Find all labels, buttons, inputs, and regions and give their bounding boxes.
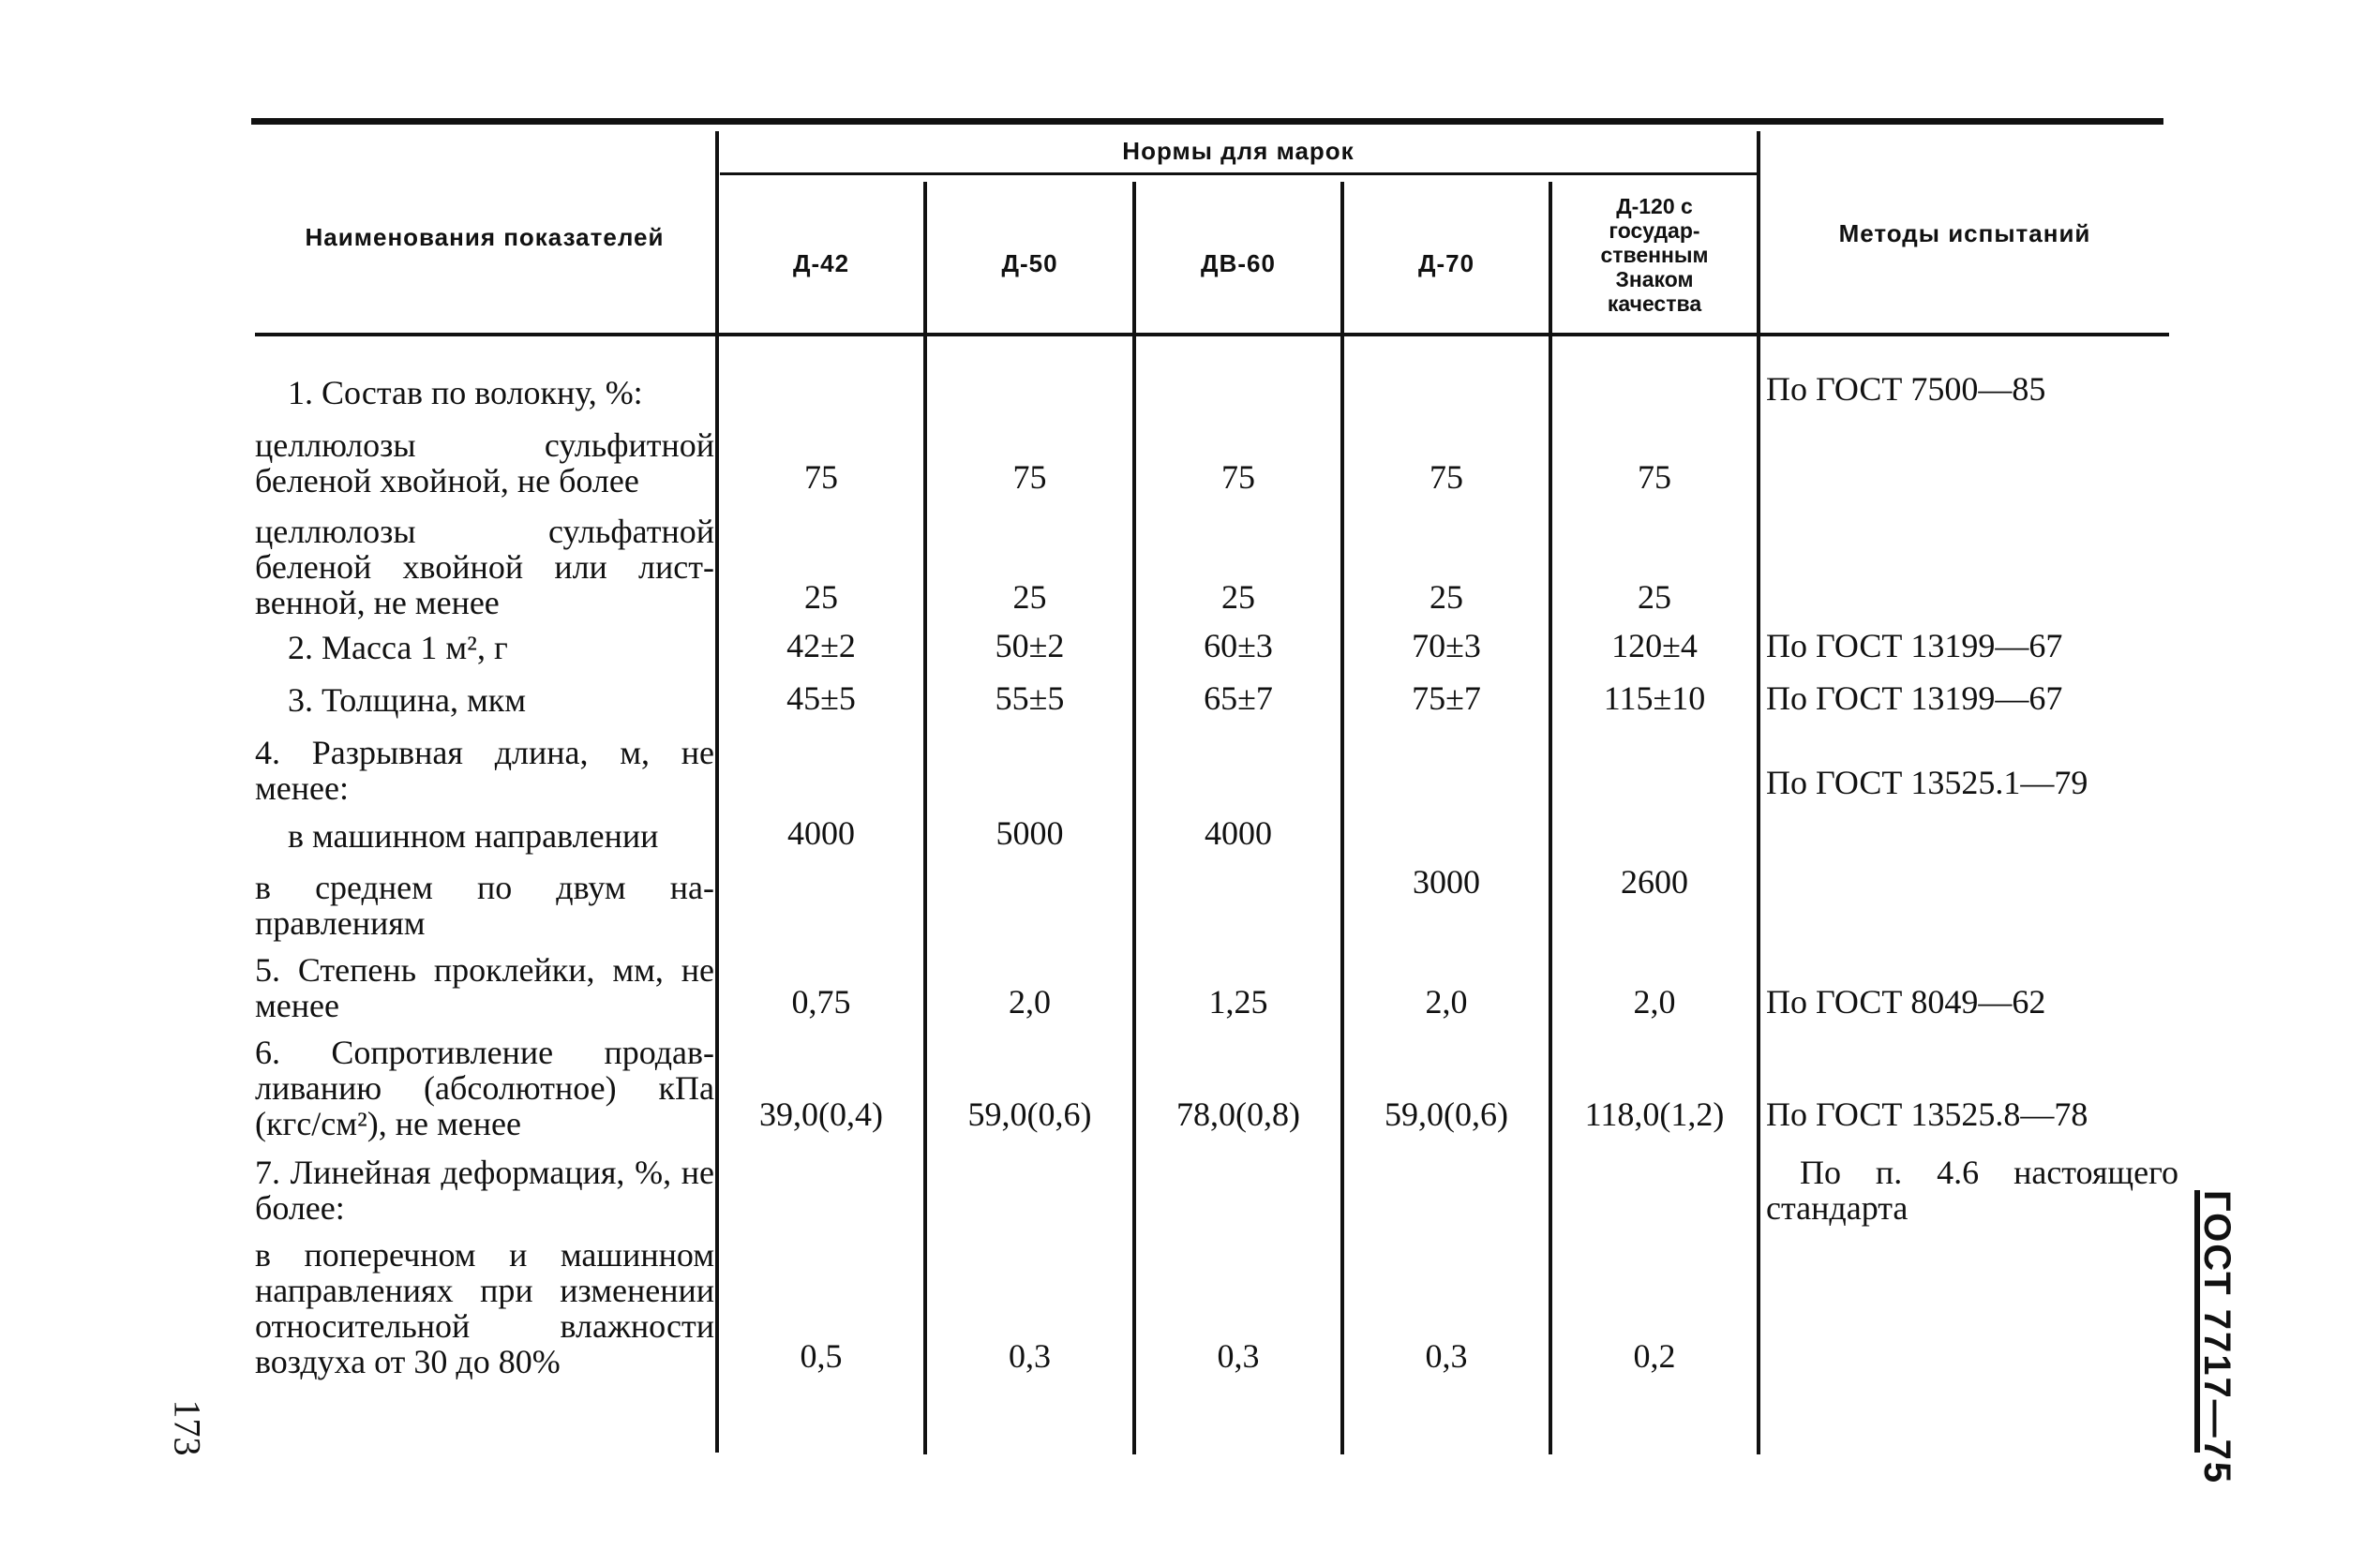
row-label-sulfate-cellulose: целлюлозы сульфатной беленой хвойной или лист-венной, не менее: [255, 513, 714, 621]
cell-value: 25: [1429, 578, 1463, 616]
cell-value: 2,0: [1633, 983, 1676, 1021]
cell-value: 78,0(0,8): [1176, 1095, 1300, 1133]
header-grade-dv60: ДВ-60: [1201, 249, 1276, 277]
cell-value: 75: [1638, 458, 1671, 496]
method-gost-8049: По ГОСТ 8049—62: [1766, 983, 2046, 1021]
side-title: ГОСТ 7717—75: [2196, 1190, 2238, 1485]
header-grade-d42: Д-42: [792, 249, 850, 277]
header-methods-col: Методы испытаний: [1838, 219, 2091, 247]
method-gost-13199-mass: По ГОСТ 13199—67: [1766, 627, 2063, 664]
row-label-fiber-composition: 1. Состав по волокну, %:: [288, 374, 643, 411]
header-grade-d120: Д-120 с государ-ственным Знаком качества: [1600, 194, 1709, 316]
cell-value: 25: [804, 578, 838, 616]
row-label-thickness: 3. Толщина, мкм: [288, 681, 527, 719]
header-indicator-col: Наименования показателей: [305, 223, 665, 251]
col-divider-5: [1549, 182, 1552, 1454]
header-grade-d70: Д-70: [1417, 249, 1475, 277]
method-section-4-6: По п. 4.6 настоящего стандарта: [1766, 1154, 2178, 1227]
col-divider-6: [1757, 131, 1760, 1454]
cell-value: 0,5: [800, 1337, 843, 1375]
method-gost-7500: По ГОСТ 7500—85: [1766, 370, 2046, 408]
method-gost-13199-thickness: По ГОСТ 13199—67: [1766, 679, 2063, 717]
cell-value: 5000: [995, 814, 1064, 852]
cell-value: 115±10: [1603, 679, 1706, 717]
cell-value: 25: [1221, 578, 1255, 616]
cell-value: 42±2: [786, 627, 856, 664]
cell-value: 4000: [787, 814, 855, 852]
cell-value: 0,3: [1425, 1337, 1468, 1375]
cell-value: 2600: [1621, 863, 1688, 901]
row-label-burst-resistance: 6. Сопротивление продав-ливанию (абсолютное) кПа (кгс/см²), не менее: [255, 1034, 714, 1142]
cell-value: 0,75: [791, 983, 851, 1021]
row-label-mass: 2. Масса 1 м², г: [288, 629, 508, 666]
cell-value: 118,0(1,2): [1584, 1095, 1725, 1133]
cell-value: 1,25: [1208, 983, 1268, 1021]
cell-value: 75: [804, 458, 838, 496]
cell-value: 75: [1012, 458, 1047, 496]
cell-value: 4000: [1205, 814, 1272, 852]
norms-group-rule: [720, 172, 1757, 175]
header-norms-group: Нормы для марок: [1122, 137, 1355, 165]
method-gost-13525-8: По ГОСТ 13525.8—78: [1766, 1095, 2088, 1133]
cell-value: 60±3: [1204, 627, 1273, 664]
cell-value: 2,0: [1009, 983, 1051, 1021]
cell-value: 120±4: [1611, 627, 1698, 664]
cell-value: 75±7: [1412, 679, 1481, 717]
cell-value: 45±5: [786, 679, 856, 717]
row-label-sulfite-cellulose: целлюлозы сульфитной беленой хвойной, не более: [255, 426, 714, 499]
cell-value: 0,3: [1217, 1337, 1260, 1375]
cell-value: 59,0(0,6): [967, 1095, 1092, 1133]
cell-value: 65±7: [1204, 679, 1273, 717]
cell-value: 59,0(0,6): [1385, 1095, 1508, 1133]
cell-value: 50±2: [995, 627, 1065, 664]
cell-value: 55±5: [995, 679, 1065, 717]
row-label-average-directions: в среднем по двум на-правлениям: [255, 869, 714, 942]
cell-value: 25: [1012, 578, 1047, 616]
row-label-humidity-deformation: в поперечном и машинном направлениях при изменении относительной влажности воздуха от 30 до 80%: [255, 1236, 714, 1380]
cell-value: 39,0(0,4): [759, 1095, 883, 1133]
col-divider-4: [1340, 182, 1344, 1454]
cell-value: 3000: [1413, 863, 1480, 901]
cell-value: 2,0: [1425, 983, 1468, 1021]
table-top-rule: [251, 118, 2163, 125]
row-label-sizing-degree: 5. Степень проклейки, мм, не менее: [255, 951, 714, 1024]
method-gost-13525-1: По ГОСТ 13525.1—79: [1766, 764, 2088, 801]
header-grade-d50: Д-50: [1001, 249, 1058, 277]
cell-value: 75: [1221, 458, 1255, 496]
cell-value: 25: [1638, 578, 1671, 616]
header-bottom-rule: [255, 333, 2169, 336]
cell-value: 0,2: [1633, 1337, 1676, 1375]
page-number: 173: [166, 1399, 209, 1456]
row-label-breaking-length: 4. Разрывная длина, м, не менее:: [255, 734, 714, 807]
cell-value: 70±3: [1412, 627, 1481, 664]
row-label-machine-direction: в машинном направлении: [288, 817, 659, 855]
row-label-linear-deformation: 7. Линейная деформация, %, не более:: [255, 1154, 714, 1227]
col-divider-1: [715, 131, 719, 1453]
cell-value: 75: [1429, 458, 1463, 496]
cell-value: 0,3: [1009, 1337, 1051, 1375]
